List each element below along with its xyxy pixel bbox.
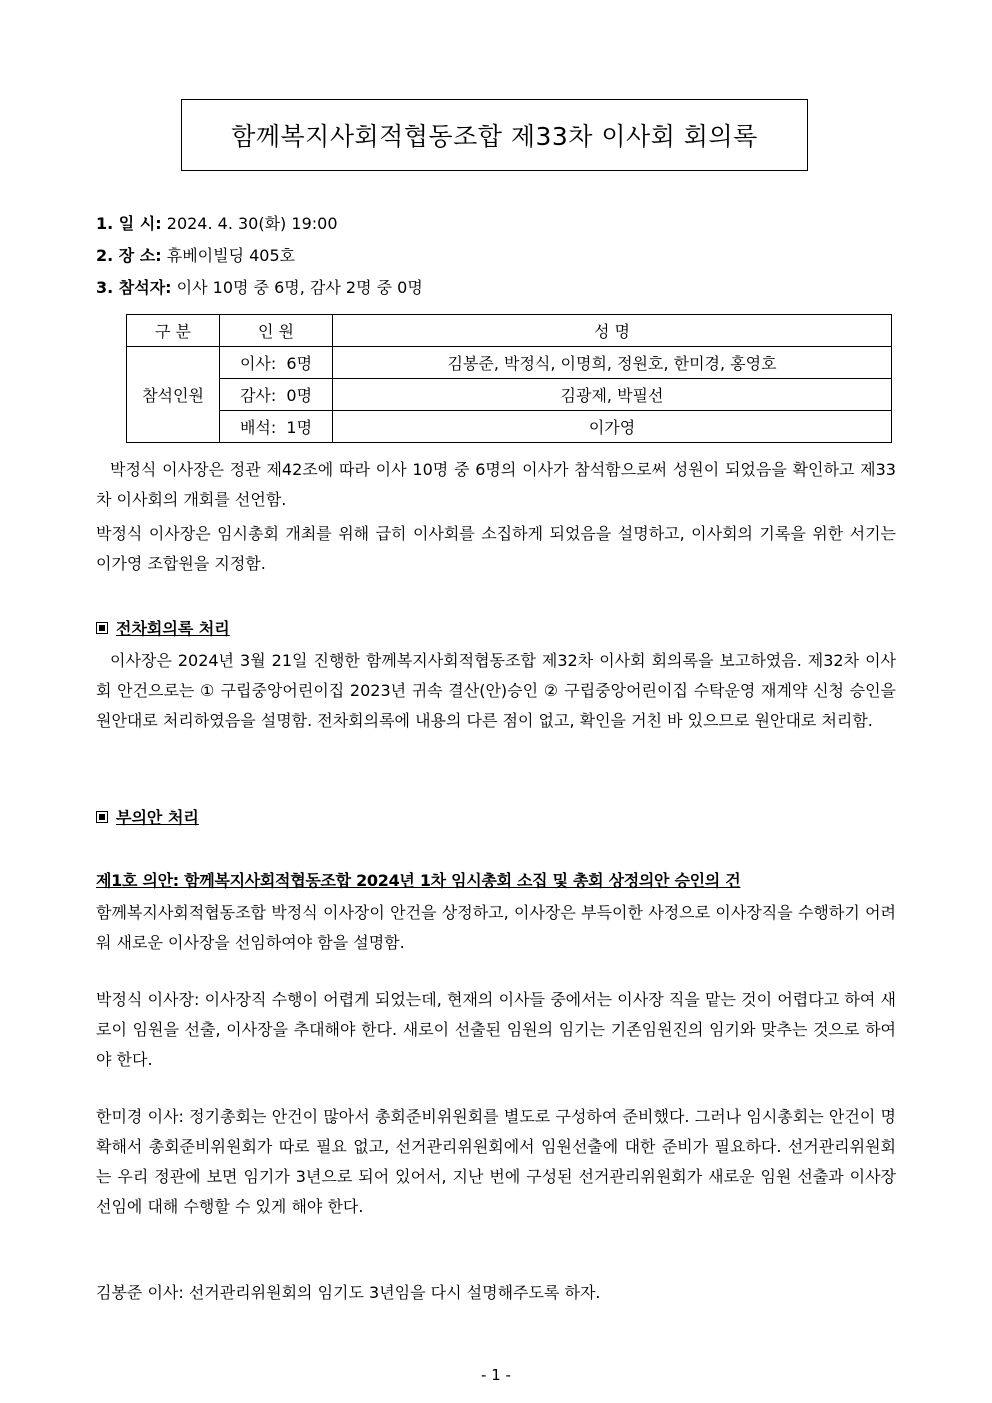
meta-label: 1. 일 시:: [96, 214, 162, 233]
table-header: 구 분: [127, 315, 220, 347]
document-title: 함께복지사회적협동조합 제33차 이사회 회의록: [181, 99, 808, 171]
meta-label: 2. 장 소:: [96, 246, 162, 265]
agenda-title: 제1호 의안: 함께복지사회적협동조합 2024년 1차 임시총회 소집 및 총회 상정의안 승인의 건: [96, 871, 741, 890]
table-cell-names: 김봉준, 박정식, 이명희, 정원호, 한미경, 홍영호: [333, 347, 892, 379]
section-heading-text: 전차회의록 처리: [116, 619, 230, 638]
intro-paragraph: 박정식 이사장은 정관 제42조에 따라 이사 10명 중 6명의 이사가 참석함으로써 성원이 되었음을 확인하고 제33차 이사회의 개회를 선언함.: [96, 460, 896, 509]
intro-paragraph: 박정식 이사장은 임시총회 개최를 위해 급히 이사회를 소집하게 되었음을 설명하고, 이사회의 기록을 위한 서기는 이가영 조합원을 지정함.: [96, 524, 896, 573]
agenda-paragraph: 김봉준 이사: 선거관리위원회의 임기도 3년임을 다시 설명해주도록 하자.: [96, 1283, 601, 1302]
section-heading-text: 부의안 처리: [116, 808, 199, 827]
table-group-cell: 참석인원: [127, 347, 220, 443]
meta-label: 3. 참석자:: [96, 278, 172, 297]
table-header: 인 원: [220, 315, 333, 347]
table-row: [127, 379, 892, 411]
attendance-table: [126, 314, 892, 443]
table-cell-role: 이사: 6명: [220, 347, 333, 379]
table-header-row: [127, 315, 892, 347]
square-bullet-icon: [96, 811, 108, 823]
table-cell-names: 김광제, 박필선: [333, 379, 892, 411]
meta-value: 휴베이빌딩 405호: [161, 246, 296, 265]
previous-minutes-paragraph: 이사장은 2024년 3월 21일 진행한 함께복지사회적협동조합 제32차 이사회 회의록을 보고하였음. 제32차 이사회 안건으로는 ① 구립중앙어린이집 2023년 귀속 결산(안)승인 ② 구립중앙어린이집 수탁운영 재계약 신청 승인을 원안대로 처리하였음을 설명함. 전차회의록에 내용의 다른 점이 없고, 확인을 거친 바 있으므로 원안대로 처리함.: [96, 651, 896, 730]
meta-value: 2024. 4. 30(화) 19:00: [161, 214, 338, 233]
meta-place: [96, 246, 295, 266]
page-number: - 1 -: [481, 1366, 511, 1384]
agenda-paragraph: 한미경 이사: 정기총회는 안건이 많아서 총회준비위원회를 별도로 구성하여 준비했다. 그러나 임시총회는 안건이 명확해서 총회준비위원회가 따로 필요 없고, 선거관리위원회에서 임원선출에 대한 준비가 필요하다. 선거관리위원회는 우리 정관에 보면 임기가 3년으로 되어 있어서, 지난 번에 구성된 선거관리위원회가 새로운 임원 선출과 이사장선임에 대해 수행할 수 있게 해야 한다.: [96, 1107, 896, 1216]
meta-date: [96, 214, 338, 234]
table-cell-role: 감사: 0명: [220, 379, 333, 411]
agenda-paragraph: 박정식 이사장: 이사장직 수행이 어렵게 되었는데, 현재의 이사들 중에서는 이사장 직을 맡는 것이 어렵다고 하여 새로이 임원을 선출, 이사장을 추대해야 한다. 새로이 선출된 임원의 임기는 기존임원진의 임기와 맞추는 것으로 하여야 한다.: [96, 990, 896, 1069]
section-heading-previous-minutes: [96, 618, 230, 640]
table-cell-names: 이가영: [333, 411, 892, 443]
agenda-paragraph: 함께복지사회적협동조합 박정식 이사장이 안건을 상정하고, 이사장은 부득이한 사정으로 이사장직을 수행하기 어려워 새로운 이사장을 선임하여야 함을 설명함.: [96, 903, 896, 952]
table-row: [127, 347, 892, 379]
meta-value: 이사 10명 중 6명, 감사 2명 중 0명: [171, 278, 423, 297]
table-header: 성 명: [333, 315, 892, 347]
table-row: [127, 411, 892, 443]
section-heading-agenda: [96, 807, 199, 829]
table-cell-role: 배석: 1명: [220, 411, 333, 443]
meta-attendees: [96, 278, 423, 298]
square-bullet-icon: [96, 622, 108, 634]
